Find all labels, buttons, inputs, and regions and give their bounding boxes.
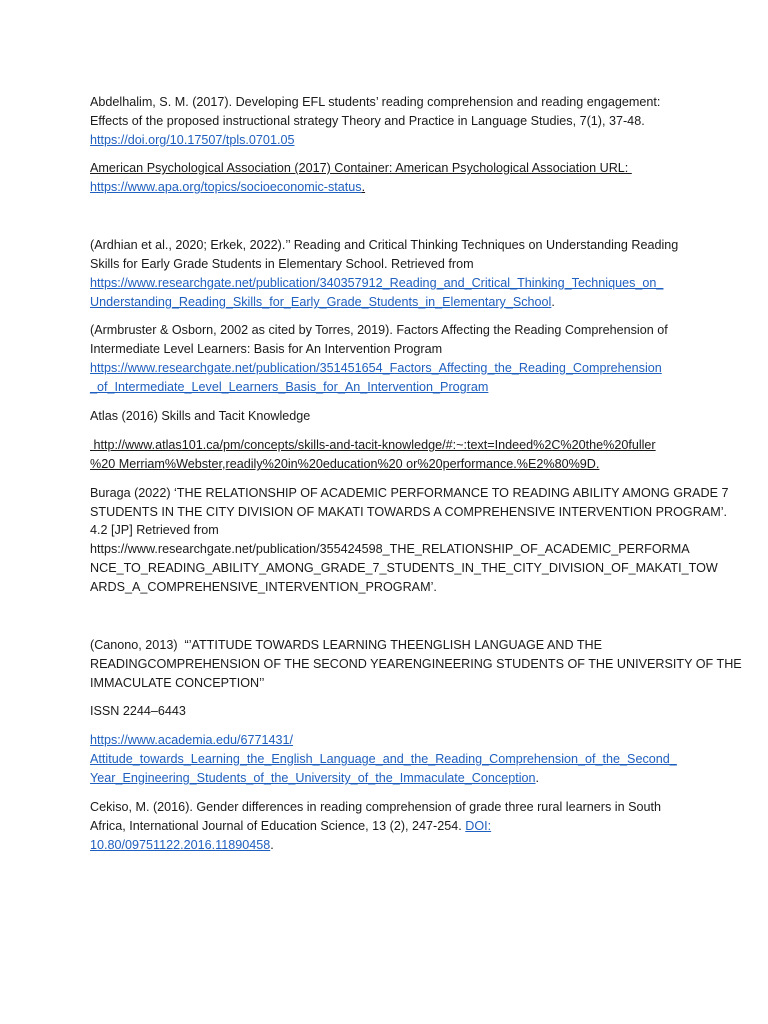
reference-link[interactable]: https://doi.org/10.17507/tpls.0701.05 — [90, 133, 295, 147]
reference-line — [90, 407, 310, 426]
reference-line — [90, 798, 661, 817]
reference-line — [90, 131, 294, 150]
reference-link[interactable]: https://www.academia.edu/6771431/ — [90, 733, 294, 747]
reference-line — [90, 484, 728, 503]
reference-line — [90, 93, 660, 112]
reference-text: ARDS_A_COMPREHENSIVE_INTERVENTION_PROGRAM’. — [90, 580, 437, 594]
reference-line — [90, 750, 677, 769]
reference-text: %20 Merriam%Webster,readily%20in%20education%20 or%20performance.%E2%80%9D. — [90, 457, 600, 471]
reference-text: (Ardhian et al., 2020; Erkek, 2022).’’ Reading and Critical Thinking Techniques on Understanding Reading — [90, 238, 679, 252]
reference-text: ISSN 2244–6443 — [90, 704, 186, 718]
reference-text: NCE_TO_READING_ABILITY_AMONG_GRADE_7_STUDENTS_IN_THE_CITY_DIVISION_OF_MAKATI_TOW — [90, 561, 718, 575]
reference-text: STUDENTS IN THE CITY DIVISION OF MAKATI TOWARDS A COMPREHENSIVE INTERVENTION PROGRAM’. — [90, 505, 728, 519]
reference-line — [90, 521, 219, 540]
reference-text: Africa, International Journal of Education Science, 13 (2), 247-254. — [90, 819, 466, 833]
reference-text: 4.2 [JP] Retrieved from — [90, 523, 219, 537]
reference-line — [90, 455, 599, 474]
reference-link[interactable]: DOI: — [465, 819, 492, 833]
reference-line — [90, 769, 539, 788]
reference-line — [90, 540, 690, 559]
reference-line — [90, 731, 293, 750]
reference-link[interactable]: Understanding_Reading_Skills_for_Early_Grade_Students_in_Elementary_School — [90, 295, 552, 309]
reference-text: . — [361, 180, 366, 194]
reference-line — [90, 321, 668, 340]
reference-line — [90, 293, 555, 312]
reference-text: . — [270, 838, 274, 852]
reference-link[interactable]: 10.80/09751122.2016.11890458 — [90, 838, 271, 852]
reference-text: Atlas (2016) Skills and Tacit Knowledge — [90, 409, 311, 423]
reference-line — [90, 817, 491, 836]
reference-line — [90, 112, 645, 131]
reference-line — [90, 655, 742, 674]
reference-text: Abdelhalim, S. M. (2017). Developing EFL students’ reading comprehension and reading engagement: — [90, 95, 661, 109]
reference-text: . — [551, 295, 555, 309]
reference-link[interactable]: https://www.researchgate.net/publication/351451654_Factors_Affecting_the_Reading_Comprehension — [90, 361, 662, 375]
reference-line — [90, 436, 656, 455]
reference-text: American Psychological Association (2017) Container: American Psychological Association URL: — [90, 161, 632, 175]
reference-link[interactable]: Attitude_towards_Learning_the_English_Language_and_the_Reading_Comprehension_of_the_Second_ — [90, 752, 677, 766]
reference-line — [90, 340, 442, 359]
reference-line — [90, 702, 186, 721]
reference-line — [90, 274, 663, 293]
reference-line — [90, 836, 274, 855]
reference-link[interactable]: _of_Intermediate_Level_Learners_Basis_for_An_Intervention_Program — [90, 380, 489, 394]
reference-text: Buraga (2022) ‘THE RELATIONSHIP OF ACADEMIC PERFORMANCE TO READING ABILITY AMONG GRADE 7 — [90, 486, 729, 500]
reference-text: . — [535, 771, 540, 785]
reference-line — [90, 674, 264, 693]
reference-line — [90, 559, 718, 578]
reference-text: Intermediate Level Learners: Basis for An Intervention Program — [90, 342, 443, 356]
reference-text: Skills for Early Grade Students in Elementary School. Retrieved from — [90, 257, 474, 271]
reference-text: IMMACULATE CONCEPTION’’ — [90, 676, 265, 690]
reference-line — [90, 503, 727, 522]
reference-line — [90, 578, 437, 597]
reference-link[interactable]: https://www.researchgate.net/publication/340357912_Reading_and_Critical_Thinking_Techniques_on_ — [90, 276, 664, 290]
reference-link[interactable]: https://www.apa.org/topics/socioeconomic-status — [90, 180, 362, 194]
reference-text: (Canono, 2013) “’ATTITUDE TOWARDS LEARNING THEENGLISH LANGUAGE AND THE — [90, 638, 603, 652]
reference-line — [90, 255, 474, 274]
reference-line — [90, 636, 602, 655]
reference-line — [90, 378, 488, 397]
reference-line — [90, 359, 662, 378]
reference-link[interactable]: Year_Engineering_Students_of_the_University_of_the_Immaculate_Conception — [90, 771, 536, 785]
reference-text: Effects of the proposed instructional strategy Theory and Practice in Language Studies, 7(1), 37-48. — [90, 114, 645, 128]
reference-text: http://www.atlas101.ca/pm/concepts/skills-and-tacit-knowledge/#:~:text=Indeed%2C%20the%20fuller — [90, 438, 656, 452]
reference-text: (Armbruster & Osborn, 2002 as cited by Torres, 2019). Factors Affecting the Reading Comprehension of — [90, 323, 668, 337]
reference-text: READINGCOMPREHENSION OF THE SECOND YEARENGINEERING STUDENTS OF THE UNIVERSITY OF THE — [90, 657, 742, 671]
reference-text: https://www.researchgate.net/publication/355424598_THE_RELATIONSHIP_OF_ACADEMIC_PERFORMA — [90, 542, 690, 556]
reference-line — [90, 159, 632, 178]
reference-line — [90, 178, 365, 197]
reference-text: Cekiso, M. (2016). Gender differences in reading comprehension of grade three rural learners in South — [90, 800, 661, 814]
reference-line — [90, 236, 678, 255]
